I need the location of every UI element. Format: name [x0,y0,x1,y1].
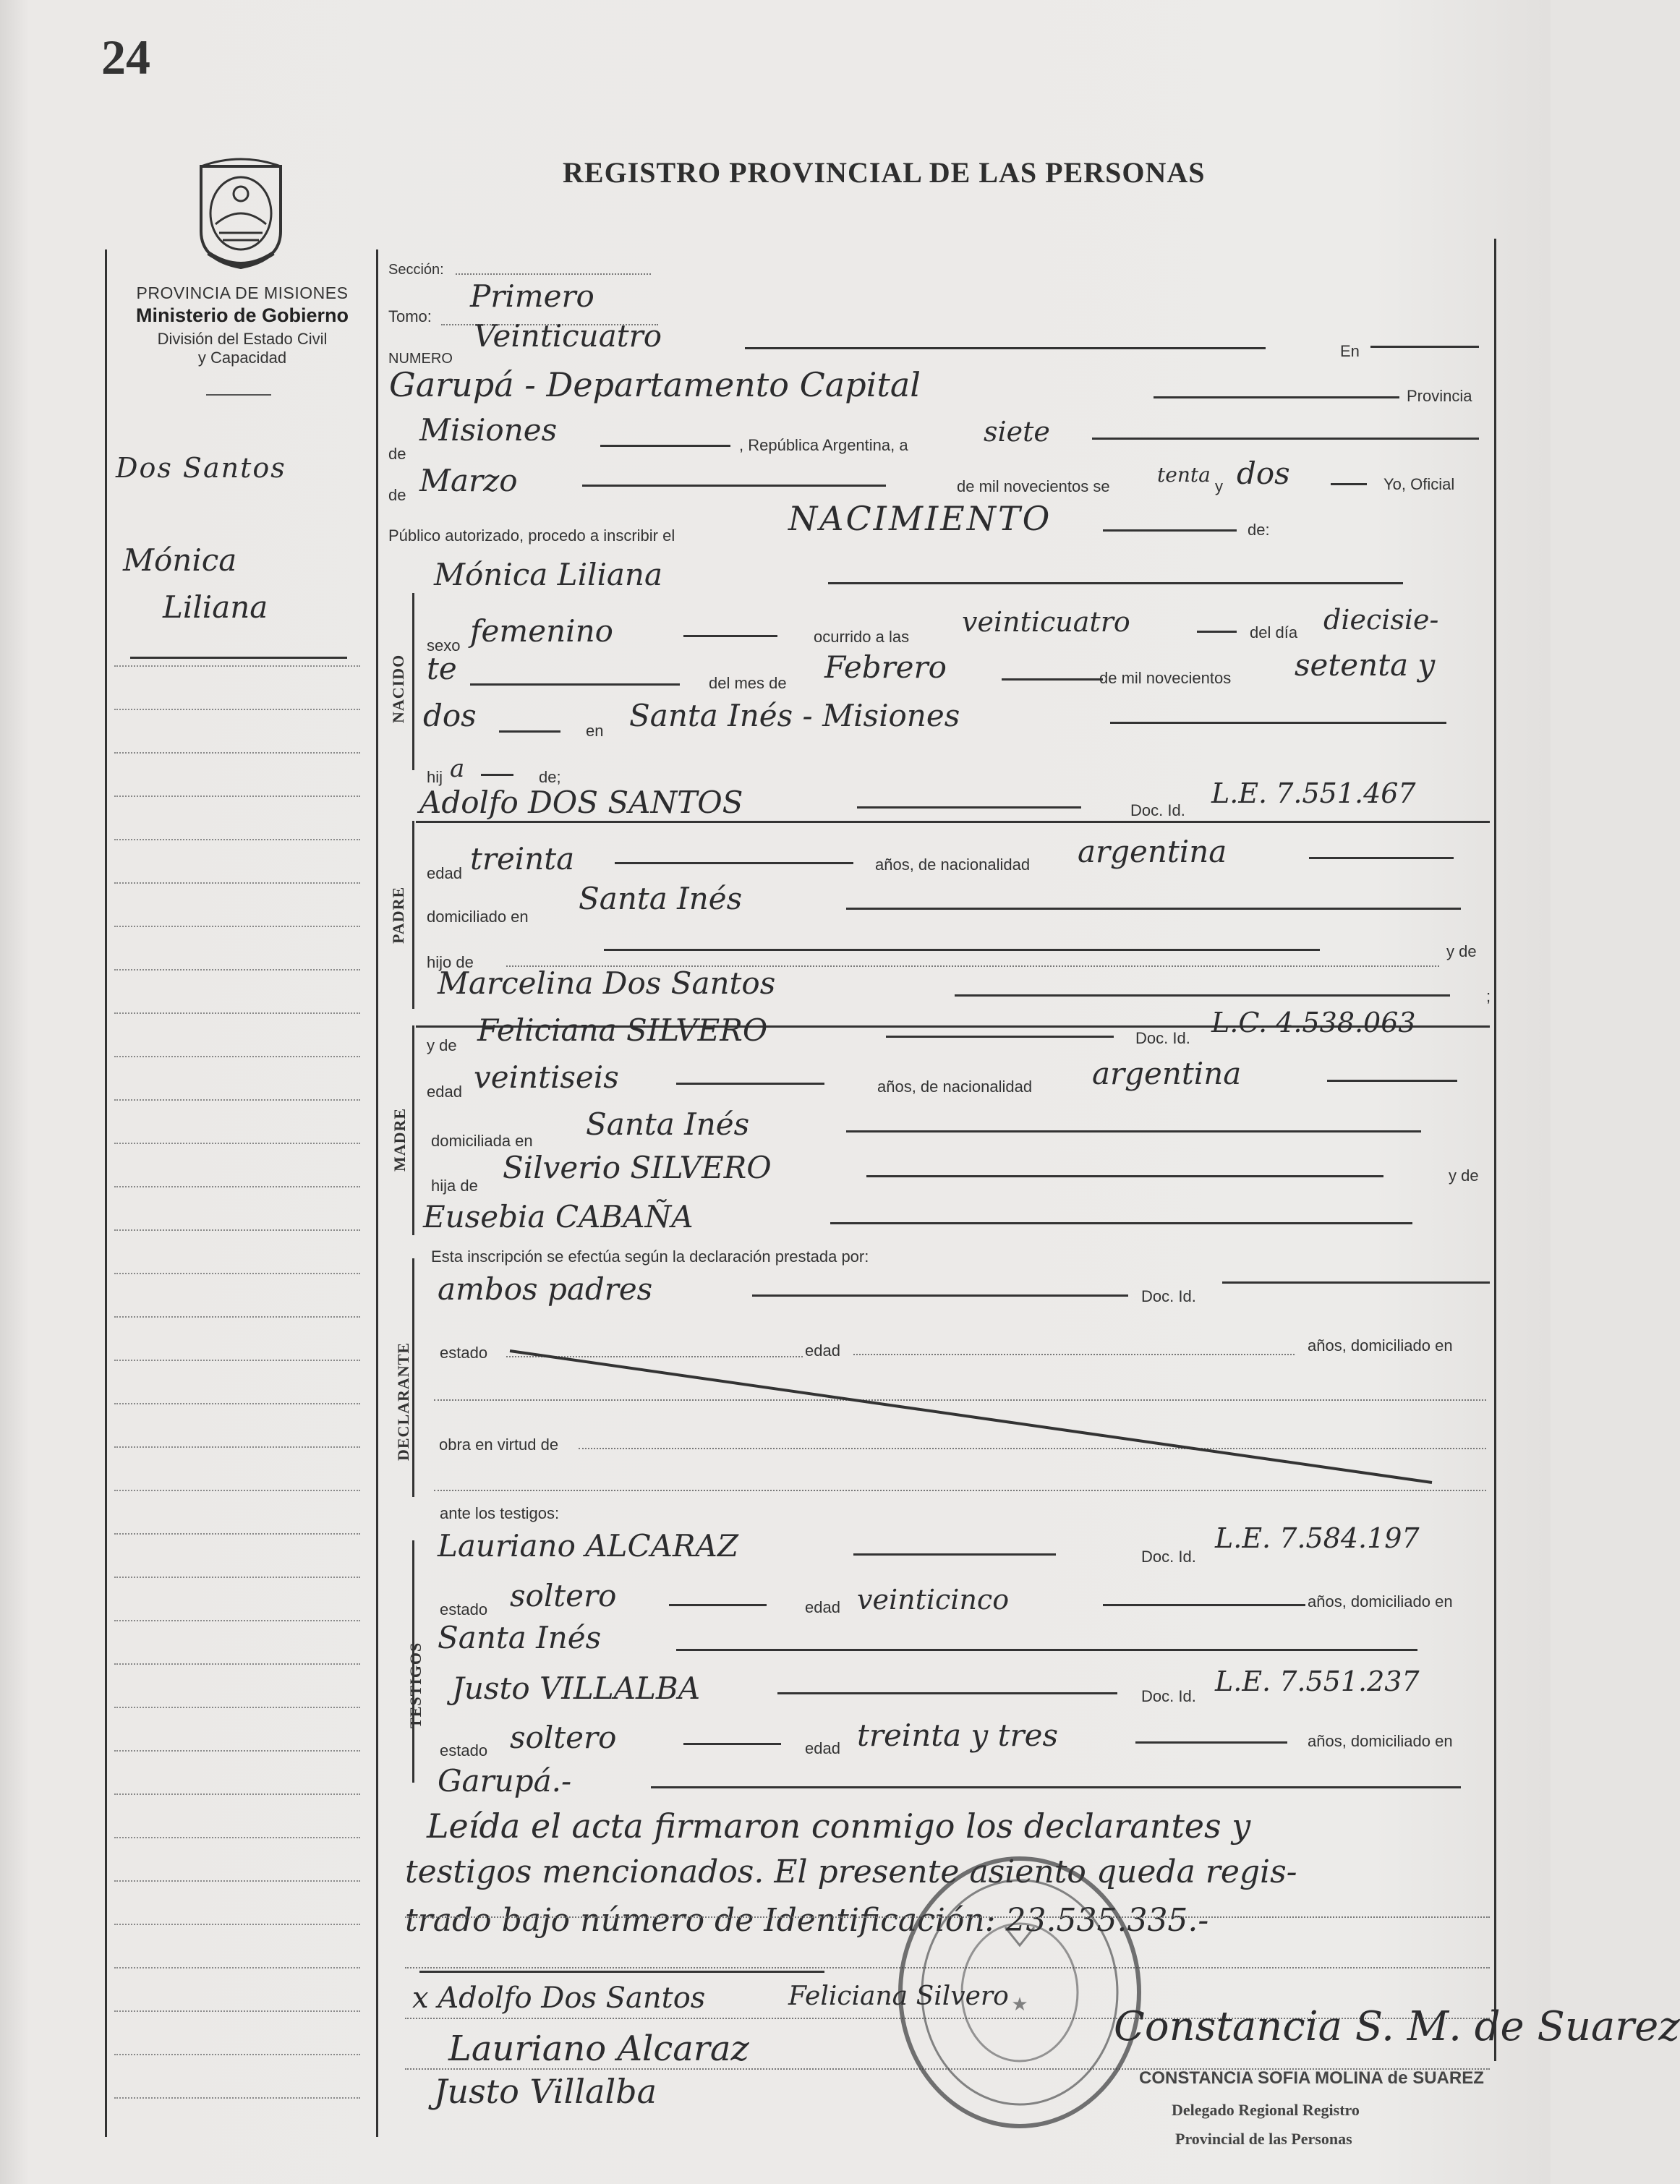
testigo2-domicilio-value: Garupá.- [438,1763,572,1799]
madre-y-de-label-2: y de [1449,1166,1479,1185]
signature-lauriano: Lauriano Alcaraz [448,2029,749,2069]
official-title-2: Provincial de las Personas [1175,2130,1352,2148]
hour-value: veinticuatro [962,606,1130,638]
nacido-name: Mónica Liliana [434,557,663,592]
heading-division: División del Estado Civil [157,330,328,348]
testigos-section-label: TESTIGOS [406,1642,425,1728]
oficial-label: Yo, Oficial [1383,475,1455,493]
testigos-intro: ante los testigos: [440,1504,560,1522]
act-type-value: NACIMIENTO [788,499,1052,538]
testigo2-estado-label: estado [440,1741,488,1759]
madre-edad-value: veintiseis [474,1059,619,1095]
page-title: REGISTRO PROVINCIAL DE LAS PERSONAS [563,156,1206,189]
day-value-a: diecisie- [1323,604,1439,636]
madre-domicilio-label: domiciliada en [431,1132,533,1150]
testigo2-domicilio-label: años, domiciliado en [1308,1732,1453,1750]
padre-edad-value: treinta [470,841,575,876]
signature-adolfo: x Adolfo Dos Santos [412,1982,706,2015]
tomo-label: Tomo: [388,307,432,325]
en-label: En [1340,342,1360,360]
closing-line-3: trado bajo número de Identificación: 23.535.335.- [405,1902,1209,1939]
svg-text:★: ★ [1011,1994,1028,2015]
madre-edad-label: edad [427,1083,462,1101]
testigo1-doc-value: L.E. 7.584.197 [1215,1522,1420,1554]
tomo-value: Primero [470,278,594,314]
de-label-2: de [388,486,406,504]
page-number: 24 [101,30,150,85]
padre-name: Adolfo DOS SANTOS [419,785,743,820]
declarante-by-value: ambos padres [438,1271,653,1307]
month-value: Marzo [419,463,518,498]
testigo2-doc-label: Doc. Id. [1141,1687,1196,1705]
year-value-a: setenta y [1295,647,1436,683]
padre-y-de-label: y de [1446,942,1477,960]
margin-surname: Dos Santos [116,452,286,484]
place-value: Garupá - Departamento Capital [389,365,921,404]
numero-value: Veinticuatro [474,318,662,354]
de-colon-label: de: [1248,521,1270,539]
del-mes-label: del mes de [709,674,787,692]
birthplace-value: Santa Inés - Misiones [629,698,960,733]
day-value: siete [984,416,1050,448]
padre-semicolon: ; [1486,987,1491,1005]
del-dia-label: del día [1250,623,1298,641]
seccion-label: Sección: [388,262,444,278]
testigo1-edad-value: veinticinco [857,1584,1010,1616]
testigo1-domicilio-value: Santa Inés [438,1620,602,1655]
testigo2-doc-value: L.E. 7.551.237 [1215,1665,1420,1697]
testigo1-name: Lauriano ALCARAZ [438,1528,739,1564]
madre-doc-value: L.C. 4.538.063 [1211,1007,1416,1038]
madre-y-de-label: y de [427,1036,457,1054]
testigo2-name: Justo VILLALBA [452,1671,701,1706]
hij-label: hij [427,768,443,786]
official-name-stamp: CONSTANCIA SOFIA MOLINA de SUAREZ [1139,2068,1484,2088]
sexo-label: sexo [427,636,461,654]
padre-nacionalidad-label: años, de nacionalidad [875,856,1031,874]
madre-parent2-value: Eusebia CABAÑA [423,1199,694,1234]
margin-given-name-2: Liliana [163,589,268,625]
madre-nacionalidad-value: argentina [1092,1056,1242,1091]
publico-label: Público autorizado, procedo a inscribir el [388,526,675,545]
year-value-b: dos [423,698,477,733]
madre-domicilio-value: Santa Inés [586,1106,750,1142]
declarante-domicilio-label: años, domiciliado en [1308,1336,1453,1355]
heading-capacidad: y Capacidad [197,349,287,367]
padre-section-label: PADRE [389,886,407,944]
closing-line-2: testigos mencionados. El presente asiento queda regis- [405,1854,1297,1890]
closing-line-1: Leída el acta firmaron conmigo los declarantes y [427,1807,1251,1846]
testigo2-estado-value: soltero [510,1720,617,1755]
testigo1-edad-label: edad [805,1598,840,1616]
declarante-estado-label: estado [440,1344,488,1362]
padre-edad-label: edad [427,864,462,882]
heading-province: PROVINCIA DE MISIONES [136,283,349,302]
provincia-label: Provincia [1407,387,1472,405]
madre-section-label: MADRE [391,1107,409,1172]
signature-official: Constancia S. M. de Suarez [1114,2003,1680,2050]
padre-doc-label: Doc. Id. [1130,801,1185,819]
provincia-value: Misiones [419,412,558,448]
margin-given-name-1: Mónica [123,542,237,578]
testigo1-estado-label: estado [440,1600,488,1618]
testigo1-domicilio-label: años, domiciliado en [1308,1592,1453,1611]
heading-ministry: Ministerio de Gobierno [135,304,349,326]
year-label: de mil novecientos se [957,477,1110,495]
republica-label: , República Argentina, a [739,436,908,454]
year-hw: tenta [1157,463,1211,487]
padre-doc-value: L.E. 7.551.467 [1211,777,1416,809]
month-value-nacido: Febrero [824,649,947,685]
hij-value: a [450,754,465,783]
sexo-value: femenino [470,613,613,649]
year-units-value: dos [1237,456,1290,491]
testigo1-estado-value: soltero [510,1578,617,1613]
declarante-intro: Esta inscripción se efectúa según la declaración prestada por: [431,1247,869,1266]
de-label-1: de [388,445,406,463]
testigo2-edad-label: edad [805,1739,840,1757]
day-value-b: te [427,651,457,686]
madre-hija-de-label: hija de [431,1177,478,1195]
y-label: y [1215,477,1223,495]
declarante-edad-label: edad [805,1341,840,1360]
padre-parent-value: Marcelina Dos Santos [438,965,776,1001]
madre-parent1-value: Silverio SILVERO [503,1150,772,1185]
padre-domicilio-label: domiciliado en [427,908,529,926]
declarante-doc-label: Doc. Id. [1141,1287,1196,1305]
madre-name: Feliciana SILVERO [477,1012,768,1048]
nacido-section-label: NACIDO [389,654,407,723]
testigo2-edad-value: treinta y tres [857,1718,1059,1753]
en-label-nacido: en [586,722,604,740]
de-mil-label: de mil novecientos [1099,669,1232,687]
signature-feliciana: Feliciana Silvero [788,1982,1009,2011]
ocurrido-label: ocurrido a las [814,628,910,646]
madre-nacionalidad-label: años, de nacionalidad [877,1078,1033,1096]
numero-label: NUMERO [388,351,453,367]
de-semicolon-label: de; [539,768,561,786]
padre-domicilio-value: Santa Inés [579,881,743,916]
padre-nacionalidad-value: argentina [1078,834,1227,869]
padre-hijo-de-label: hijo de [427,953,474,971]
official-title-1: Delegado Regional Registro [1172,2101,1360,2119]
declarante-section-label: DECLARANTE [394,1341,412,1461]
testigo1-doc-label: Doc. Id. [1141,1548,1196,1566]
signature-justo: Justo Villalba [434,2072,657,2111]
madre-doc-label: Doc. Id. [1135,1029,1190,1047]
declarante-obra-label: obra en virtud de [439,1436,559,1454]
